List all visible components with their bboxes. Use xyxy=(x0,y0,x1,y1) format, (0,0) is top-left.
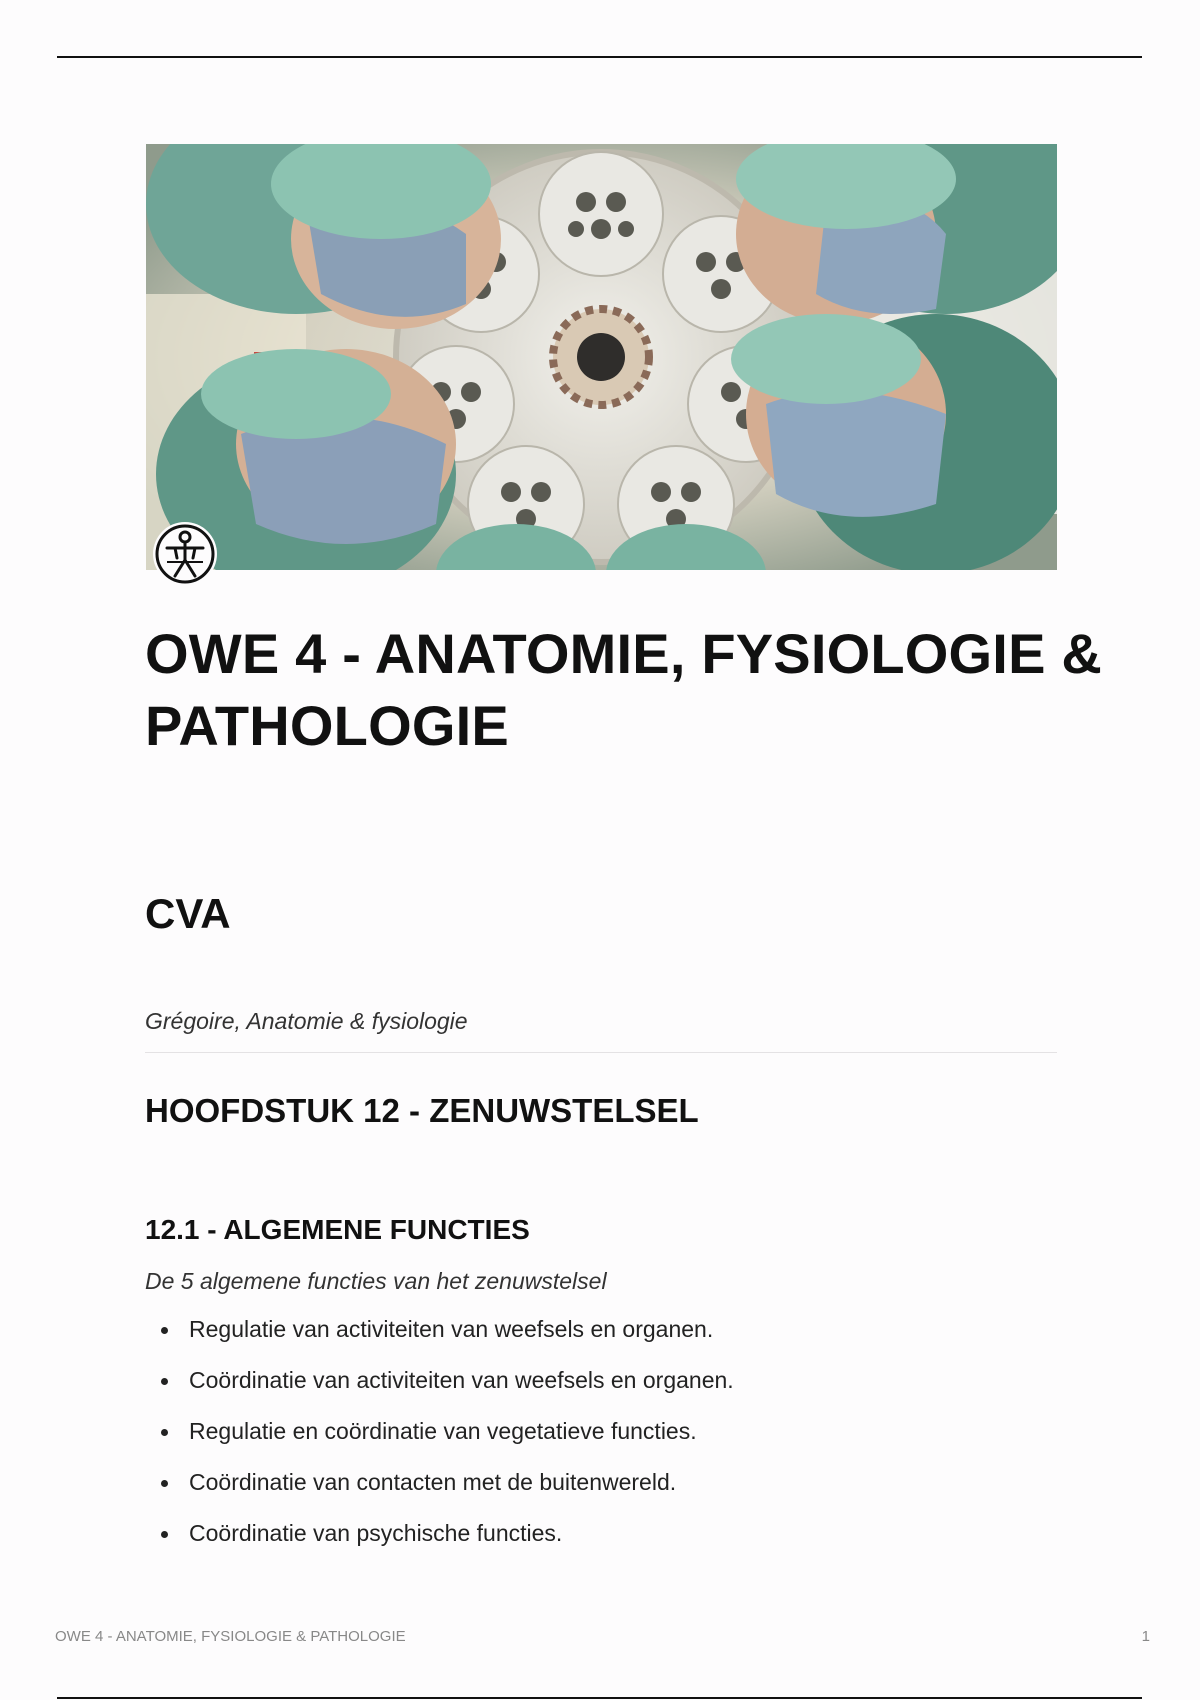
list-item xyxy=(145,1365,734,1416)
heading-cva: CVA xyxy=(145,890,231,937)
list-item-text: Regulatie van activiteiten van weefsels en organen. xyxy=(189,1316,714,1342)
function-list xyxy=(145,1314,734,1569)
list-item xyxy=(145,1467,734,1518)
cover-image xyxy=(146,144,1057,570)
page-top-rule xyxy=(57,56,1142,58)
chapter-heading: HOOFDSTUK 12 - ZENUWSTELSEL xyxy=(145,1092,699,1129)
bullet-icon xyxy=(161,1531,168,1538)
bullet-icon xyxy=(161,1378,168,1385)
list-item-text: Coördinatie van contacten met de buitenwereld. xyxy=(189,1469,677,1495)
bullet-icon xyxy=(161,1480,168,1487)
list-item xyxy=(145,1416,734,1467)
human-anatomy-icon xyxy=(153,522,217,586)
section-heading: 12.1 - ALGEMENE FUNCTIES xyxy=(145,1214,530,1245)
section-divider xyxy=(145,1052,1057,1053)
page-bottom-rule xyxy=(57,1697,1142,1699)
list-item xyxy=(145,1314,734,1365)
list-item xyxy=(145,1518,734,1569)
page-title: OWE 4 - ANATOMIE, FYSIOLOGIE & PATHOLOGIE xyxy=(145,622,1103,757)
source-reference: Grégoire, Anatomie & fysiologie xyxy=(145,1008,468,1034)
bullet-icon xyxy=(161,1327,168,1334)
list-item-text: Coördinatie van psychische functies. xyxy=(189,1520,563,1546)
section-subtitle: De 5 algemene functies van het zenuwstelsel xyxy=(145,1268,607,1294)
footer-page-number: 1 xyxy=(1141,1628,1150,1645)
list-item-text: Coördinatie van activiteiten van weefsels en organen. xyxy=(189,1367,734,1393)
footer-title: OWE 4 - ANATOMIE, FYSIOLOGIE & PATHOLOGIE xyxy=(55,1628,406,1645)
list-item-text: Regulatie en coördinatie van vegetatieve functies. xyxy=(189,1418,697,1444)
cover-illustration xyxy=(146,144,1057,570)
bullet-icon xyxy=(161,1429,168,1436)
